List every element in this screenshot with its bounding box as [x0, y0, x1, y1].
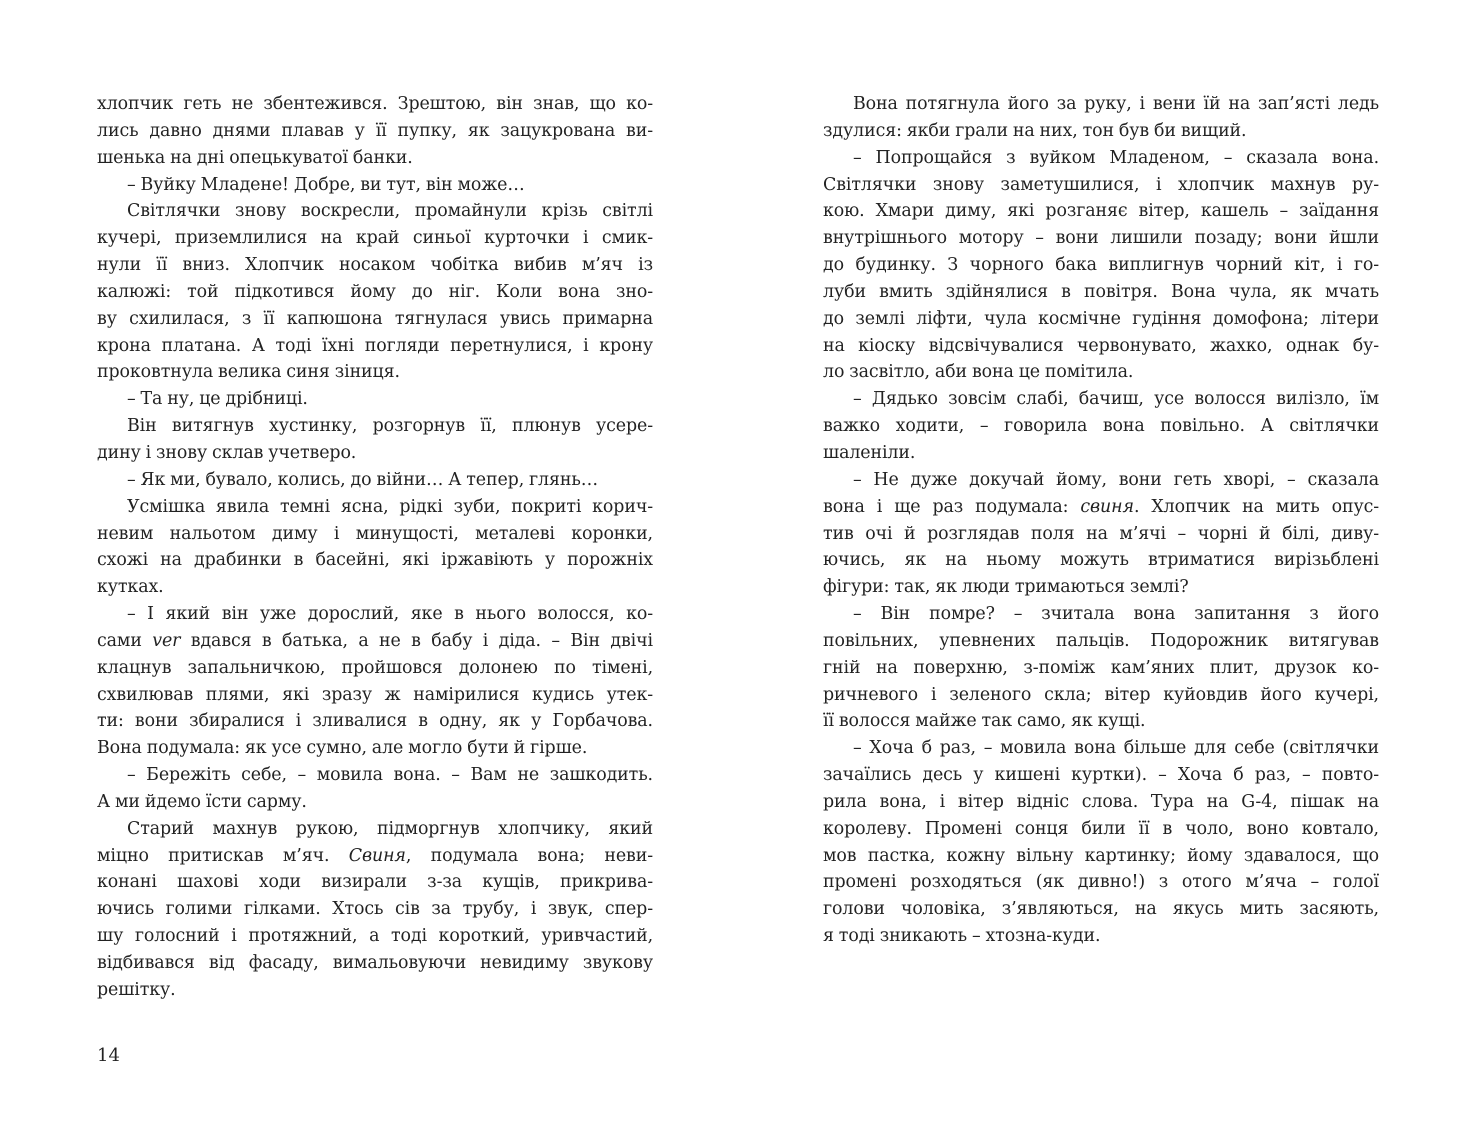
text-segment: повільних, упевнених пальців. Подорожник витягував [823, 630, 1379, 651]
text-segment: , подумала вона; неви- [405, 845, 653, 866]
text-line [823, 440, 1379, 467]
text-line [97, 682, 653, 709]
italic-text: ver [152, 630, 181, 651]
text-segment: дину і знову склав учетверо. [97, 442, 357, 463]
text-segment: схожі на драбинки в басейні, які іржавіють у порожніх [97, 550, 653, 571]
text-line [97, 198, 653, 225]
text-segment: – І який він уже дорослий, яке в нього волосся, ко- [127, 604, 653, 625]
text-line [97, 494, 653, 521]
text-segment: шу голосний і протяжний, а тоді короткий, уривчастий, [97, 926, 653, 947]
text-line [97, 843, 653, 870]
text-segment: проковтнула велика синя зіниця. [97, 362, 400, 383]
text-segment: ючись голими гілками. Хтось сів за трубу, і звук, спер- [97, 899, 653, 920]
text-segment: . Хлопчик на мить опус- [1133, 496, 1379, 517]
text-line [97, 521, 653, 548]
text-segment: лись давно днями плавав у її пупку, як зацукрована ви- [97, 120, 653, 141]
text-line [823, 789, 1379, 816]
text-segment: ти: вони збиралися і зливалися в одну, як у Горбачова. [97, 711, 653, 732]
text-segment: Вона потягнула його за руку, і вени їй на зап’ясті ледь [853, 94, 1379, 114]
text-line [97, 601, 653, 628]
text-line [97, 333, 653, 360]
text-line [823, 735, 1379, 762]
text-segment: луби вмить здійнялися в повітря. Вона чула, як мчать [823, 281, 1379, 302]
text-line [823, 521, 1379, 548]
text-line [97, 172, 653, 199]
text-segment: – Дядько зовсім слабі, бачиш, усе волосся вилізло, їм [853, 389, 1379, 410]
text-segment: – Та ну, це дрібниці. [127, 389, 308, 410]
text-segment: голови чоловіка, з’являються, на якусь мить засяють, [823, 899, 1379, 920]
text-segment: – Вуйку Младене! Добре, ви тут, він може… [127, 174, 525, 195]
text-segment: А ми йдемо їсти сарму. [97, 791, 307, 812]
text-segment: – Попрощайся з вуйком Младеном, – сказала вона. [853, 147, 1379, 168]
text-segment: важко ходити, – говорила вона повільно. А світлячки [823, 416, 1379, 437]
text-line [97, 923, 653, 950]
text-line [97, 735, 653, 762]
text-line [97, 950, 653, 977]
text-segment: на кіоску відсвічувалися червонувато, жахко, однак бу- [823, 335, 1379, 356]
text-line [97, 440, 653, 467]
text-line [97, 762, 653, 789]
text-line [97, 467, 653, 494]
text-segment: – Хоча б раз, – мовила вона більше для себе (світлячки [853, 738, 1379, 759]
text-line [97, 279, 653, 306]
text-segment: відбивався від фасаду, вимальовуючи невидиму звукову [97, 953, 653, 973]
text-line [823, 574, 1379, 601]
text-segment: ву схилилася, з її капюшона тягнулася увись примарна [97, 308, 653, 329]
text-line [823, 762, 1379, 789]
text-line [97, 413, 653, 440]
text-segment: невим нальотом диму і минущості, металеві коронки, [97, 523, 653, 544]
text-line [823, 601, 1379, 628]
text-line [823, 896, 1379, 923]
text-line [823, 91, 1379, 118]
text-line [823, 682, 1379, 709]
text-line [823, 547, 1379, 574]
text-segment: Він витягнув хустинку, розгорнув її, плюнув усере- [127, 416, 653, 437]
text-segment: кутках. [97, 577, 164, 598]
text-line [97, 91, 653, 118]
text-segment: королеву. Промені сонця били її в чоло, воно ковтало, [823, 818, 1379, 839]
text-line [823, 467, 1379, 494]
page-number: 14 [97, 1045, 120, 1066]
text-segment: промені розходяться (як дивно!) з отого м’яча – голої [823, 872, 1379, 893]
text-segment: ричневого і зеленого скла; вітер куйовдив його кучері, [823, 684, 1379, 705]
text-line [823, 923, 1379, 950]
left-page-text [97, 91, 653, 1004]
italic-text: Свиня [348, 845, 406, 866]
text-segment: крона платана. А тоді їхні погляди перетнулися, і крону [97, 335, 653, 356]
text-segment: – Не дуже докучай йому, вони геть хворі, – сказала [853, 469, 1379, 490]
italic-text: свиня [1080, 496, 1134, 517]
text-segment: конані шахові ходи визирали з-за кущів, прикрива- [97, 872, 653, 893]
text-segment: нули її вниз. Хлопчик носаком чобітка вибив м’яч із [97, 255, 653, 276]
text-line [823, 333, 1379, 360]
text-segment: шенька на дні опецькуватої банки. [97, 147, 413, 168]
text-segment: – Як ми, бувало, колись, до війни… А тепер, глянь… [127, 469, 599, 490]
text-segment: внутрішнього мотору – вони лишили позаду; вони йшли [823, 228, 1379, 249]
text-line [97, 306, 653, 333]
text-line [97, 869, 653, 896]
text-segment: шаленіли. [823, 442, 916, 463]
text-segment: до землі ліфти, чула космічне гудіння домофона; літери [823, 308, 1379, 329]
text-segment: мов пастка, кожну вільну картинку; йому здавалося, що [823, 845, 1379, 866]
text-line [97, 896, 653, 923]
text-segment: до будинку. З чорного бака виплигнув чорний кіт, і го- [823, 255, 1379, 276]
text-line [97, 574, 653, 601]
text-segment: Старий махнув рукою, підморгнув хлопчику, який [127, 818, 653, 839]
text-segment: – Бережіть себе, – мовила вона. – Вам не зашкодить. [127, 765, 653, 786]
text-line [823, 118, 1379, 145]
text-segment: гній на поверхню, з-поміж кам’яних плит, друзок ко- [823, 657, 1379, 678]
text-line [823, 198, 1379, 225]
text-segment: Світлячки знову заметушилися, і хлопчик махнув ру- [823, 174, 1379, 195]
text-line [97, 655, 653, 682]
text-segment: решітку. [97, 979, 176, 1000]
text-line [823, 252, 1379, 279]
text-segment: її волосся майже так само, як кущі. [823, 711, 1146, 732]
text-segment: міцно притискав м’яч. [97, 845, 349, 866]
text-line [823, 145, 1379, 172]
text-segment: Вона подумала: як усе сумно, але могло бути й гірше. [97, 738, 588, 759]
text-line [823, 386, 1379, 413]
text-segment: кою. Хмари диму, які розганяє вітер, кашель – заїдання [823, 201, 1379, 222]
text-segment: здулися: якби грали на них, тон був би вищий. [823, 120, 1247, 141]
text-line [823, 225, 1379, 252]
text-segment: клацнув запальничкою, пройшовся долонею по тімені, [97, 657, 653, 678]
text-line [823, 172, 1379, 199]
text-segment: фігури: так, як люди тримаються землі? [823, 577, 1189, 598]
text-segment: зачаїлись десь у кишені куртки). – Хоча б раз, – повто- [823, 765, 1379, 786]
text-segment: ючись, як на ньому можуть втриматися вирізьблені [823, 550, 1379, 571]
text-segment: – Він помре? – зчитала вона запитання з його [853, 604, 1379, 625]
text-line [97, 977, 653, 1004]
text-line [97, 708, 653, 735]
text-segment: вона і ще раз подумала: [823, 496, 1081, 517]
text-line [97, 547, 653, 574]
text-segment: хлопчик геть не збентежився. Зрештою, він знав, що ко- [97, 94, 653, 114]
text-segment: Усмішка явила темні ясна, рідкі зуби, покриті корич- [127, 496, 653, 517]
text-line [97, 359, 653, 386]
text-line [823, 708, 1379, 735]
text-segment: схвилював плями, які зразу ж намірилися кудись утек- [97, 684, 653, 705]
text-line [823, 816, 1379, 843]
text-line [823, 843, 1379, 870]
text-line [823, 628, 1379, 655]
text-line [97, 386, 653, 413]
text-line [823, 306, 1379, 333]
text-segment: я тоді зникають – хтозна-куди. [823, 926, 1101, 947]
text-line [97, 789, 653, 816]
text-line [823, 869, 1379, 896]
text-segment: Світлячки знову воскресли, промайнули крізь світлі [127, 201, 653, 222]
text-line [97, 145, 653, 172]
text-line [97, 628, 653, 655]
text-segment: вдався в батька, а не в бабу і діда. – Він двічі [180, 630, 653, 651]
text-segment: калюжі: той підкотився йому до ніг. Коли вона зно- [97, 281, 653, 302]
text-line [823, 494, 1379, 521]
text-segment: рила вона, і вітер відніс слова. Тура на G-4, пішак на [823, 791, 1379, 812]
text-segment: сами [97, 630, 153, 651]
text-line [823, 413, 1379, 440]
text-line [97, 225, 653, 252]
text-line [97, 118, 653, 145]
text-line [97, 816, 653, 843]
text-line [97, 252, 653, 279]
text-line [823, 279, 1379, 306]
right-page-text [823, 91, 1379, 950]
text-line [823, 359, 1379, 386]
text-segment: кучері, приземлилися на край синьої курточки і смик- [97, 228, 653, 249]
text-line [823, 655, 1379, 682]
text-segment: тив очі й розглядав поля на м’ячі – чорні й білі, диву- [823, 523, 1379, 544]
text-segment: ло засвітло, аби вона це помітила. [823, 362, 1134, 383]
